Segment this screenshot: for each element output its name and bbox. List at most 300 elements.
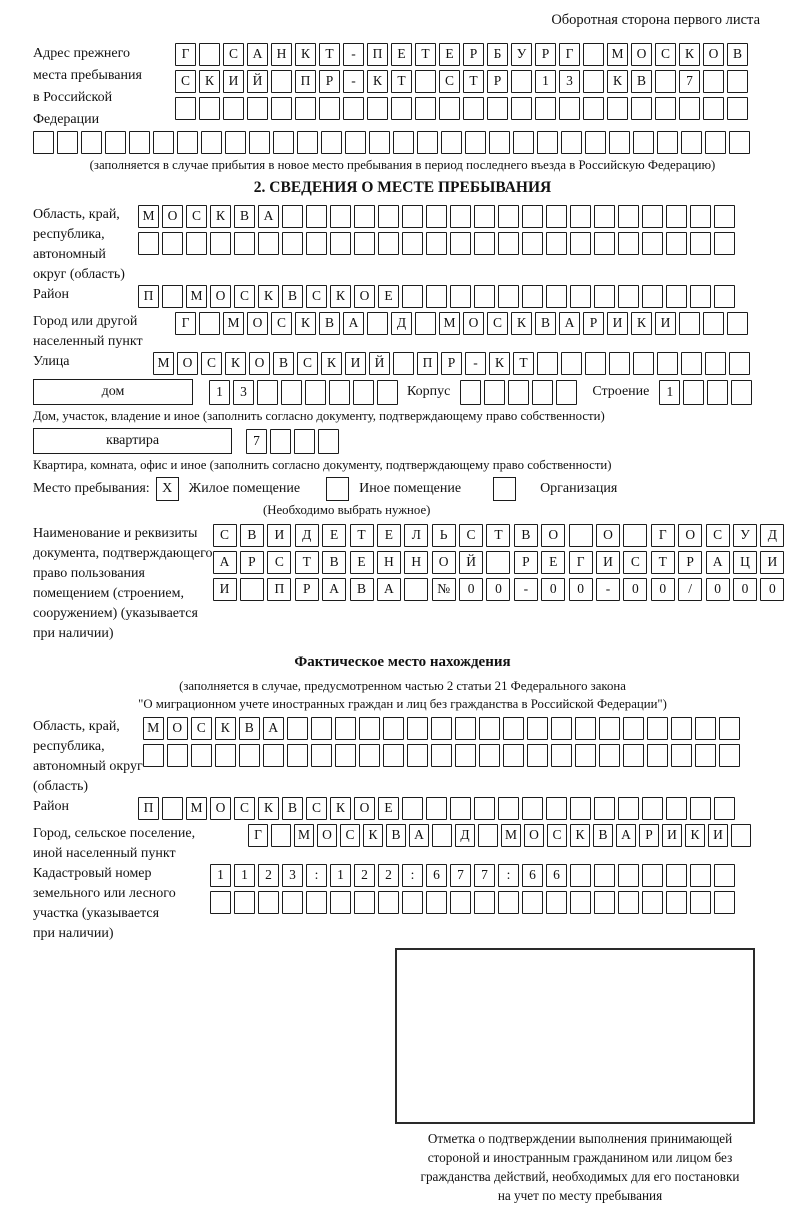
char-cell[interactable]	[359, 744, 380, 767]
char-cell[interactable]: Т	[513, 352, 534, 375]
char-cell[interactable]: К	[321, 352, 342, 375]
char-cell[interactable]	[570, 232, 591, 255]
char-cell[interactable]	[306, 891, 327, 914]
char-cell[interactable]: Т	[319, 43, 340, 66]
char-cell[interactable]: К	[607, 70, 628, 93]
char-cell[interactable]	[81, 131, 102, 154]
char-cell[interactable]: О	[249, 352, 270, 375]
char-cell[interactable]: 1	[659, 380, 680, 405]
char-cell[interactable]: Р	[583, 312, 604, 335]
char-cell[interactable]	[138, 232, 159, 255]
char-cell[interactable]: В	[240, 524, 264, 547]
char-cell[interactable]: 0	[569, 578, 593, 601]
char-cell[interactable]: И	[760, 551, 784, 574]
char-cell[interactable]: 1	[234, 864, 255, 887]
char-cell[interactable]	[570, 205, 591, 228]
char-cell[interactable]	[569, 524, 593, 547]
char-cell[interactable]: О	[177, 352, 198, 375]
char-cell[interactable]: Р	[639, 824, 659, 847]
char-cell[interactable]: Р	[441, 352, 462, 375]
char-cell[interactable]	[599, 744, 620, 767]
char-cell[interactable]: В	[239, 717, 260, 740]
char-cell[interactable]	[556, 380, 577, 405]
char-cell[interactable]: В	[514, 524, 538, 547]
char-cell[interactable]	[703, 312, 724, 335]
char-cell[interactable]: С	[234, 285, 255, 308]
char-cell[interactable]: К	[489, 352, 510, 375]
char-cell[interactable]	[311, 744, 332, 767]
char-cell[interactable]	[666, 285, 687, 308]
char-cell[interactable]: М	[294, 824, 314, 847]
char-cell[interactable]: И	[267, 524, 291, 547]
char-cell[interactable]	[623, 524, 647, 547]
char-cell[interactable]	[594, 285, 615, 308]
char-cell[interactable]	[402, 232, 423, 255]
char-cell[interactable]	[705, 352, 726, 375]
char-cell[interactable]	[354, 232, 375, 255]
char-cell[interactable]: С	[267, 551, 291, 574]
char-cell[interactable]: О	[463, 312, 484, 335]
char-cell[interactable]: А	[559, 312, 580, 335]
char-cell[interactable]	[263, 744, 284, 767]
char-cell[interactable]	[666, 797, 687, 820]
char-cell[interactable]: 2	[354, 864, 375, 887]
char-cell[interactable]	[546, 891, 567, 914]
char-cell[interactable]: Д	[455, 824, 475, 847]
char-cell[interactable]: В	[282, 797, 303, 820]
char-cell[interactable]	[666, 232, 687, 255]
char-cell[interactable]	[460, 380, 481, 405]
char-cell[interactable]: В	[535, 312, 556, 335]
char-cell[interactable]	[474, 232, 495, 255]
char-cell[interactable]: К	[215, 717, 236, 740]
stay-type-checkbox-residential[interactable]: X	[156, 477, 179, 501]
char-cell[interactable]: С	[191, 717, 212, 740]
char-cell[interactable]: А	[616, 824, 636, 847]
char-cell[interactable]: Н	[404, 551, 428, 574]
char-cell[interactable]	[714, 891, 735, 914]
char-cell[interactable]	[282, 891, 303, 914]
char-cell[interactable]: 0	[651, 578, 675, 601]
char-cell[interactable]	[305, 380, 326, 405]
char-cell[interactable]: 7	[474, 864, 495, 887]
char-cell[interactable]: А	[247, 43, 268, 66]
char-cell[interactable]	[527, 717, 548, 740]
char-cell[interactable]: 1	[210, 864, 231, 887]
char-cell[interactable]	[594, 205, 615, 228]
char-cell[interactable]: М	[501, 824, 521, 847]
char-cell[interactable]	[455, 717, 476, 740]
char-cell[interactable]: О	[678, 524, 702, 547]
char-cell[interactable]: Р	[535, 43, 556, 66]
char-cell[interactable]	[546, 232, 567, 255]
char-cell[interactable]	[657, 131, 678, 154]
char-cell[interactable]	[594, 232, 615, 255]
char-cell[interactable]: С	[175, 70, 196, 93]
char-cell[interactable]: Т	[463, 70, 484, 93]
char-cell[interactable]: А	[322, 578, 346, 601]
char-cell[interactable]	[57, 131, 78, 154]
char-cell[interactable]: С	[297, 352, 318, 375]
char-cell[interactable]: Т	[486, 524, 510, 547]
char-cell[interactable]	[450, 205, 471, 228]
char-cell[interactable]	[391, 97, 412, 120]
char-cell[interactable]	[210, 891, 231, 914]
char-cell[interactable]: В	[319, 312, 340, 335]
char-cell[interactable]	[522, 205, 543, 228]
char-cell[interactable]	[281, 380, 302, 405]
char-cell[interactable]	[450, 285, 471, 308]
char-cell[interactable]	[583, 70, 604, 93]
char-cell[interactable]: М	[186, 285, 207, 308]
char-cell[interactable]: Т	[350, 524, 374, 547]
char-cell[interactable]	[551, 717, 572, 740]
char-cell[interactable]: Е	[377, 524, 401, 547]
char-cell[interactable]: У	[733, 524, 757, 547]
char-cell[interactable]: С	[234, 797, 255, 820]
char-cell[interactable]	[474, 891, 495, 914]
char-cell[interactable]: А	[409, 824, 429, 847]
char-cell[interactable]: 0	[459, 578, 483, 601]
char-cell[interactable]: Р	[678, 551, 702, 574]
char-cell[interactable]: С	[213, 524, 237, 547]
char-cell[interactable]	[474, 205, 495, 228]
char-cell[interactable]	[486, 551, 510, 574]
char-cell[interactable]	[225, 131, 246, 154]
char-cell[interactable]: П	[138, 285, 159, 308]
char-cell[interactable]	[583, 43, 604, 66]
char-cell[interactable]	[432, 824, 452, 847]
char-cell[interactable]	[623, 717, 644, 740]
char-cell[interactable]	[439, 97, 460, 120]
char-cell[interactable]: Г	[175, 43, 196, 66]
char-cell[interactable]	[378, 232, 399, 255]
char-cell[interactable]: О	[703, 43, 724, 66]
char-cell[interactable]: С	[706, 524, 730, 547]
char-cell[interactable]	[258, 232, 279, 255]
char-cell[interactable]	[679, 312, 700, 335]
char-cell[interactable]	[345, 131, 366, 154]
char-cell[interactable]	[353, 380, 374, 405]
char-cell[interactable]: В	[273, 352, 294, 375]
char-cell[interactable]: 0	[733, 578, 757, 601]
char-cell[interactable]	[201, 131, 222, 154]
char-cell[interactable]	[633, 131, 654, 154]
char-cell[interactable]	[695, 744, 716, 767]
char-cell[interactable]	[415, 97, 436, 120]
char-cell[interactable]	[383, 717, 404, 740]
char-cell[interactable]: 3	[282, 864, 303, 887]
char-cell[interactable]	[594, 797, 615, 820]
char-cell[interactable]: Р	[514, 551, 538, 574]
char-cell[interactable]	[633, 352, 654, 375]
char-cell[interactable]: В	[234, 205, 255, 228]
char-cell[interactable]: П	[295, 70, 316, 93]
char-cell[interactable]	[551, 744, 572, 767]
char-cell[interactable]: 6	[426, 864, 447, 887]
char-cell[interactable]	[199, 312, 220, 335]
char-cell[interactable]: Т	[391, 70, 412, 93]
char-cell[interactable]	[105, 131, 126, 154]
char-cell[interactable]: 2	[378, 864, 399, 887]
char-cell[interactable]: О	[317, 824, 337, 847]
char-cell[interactable]: К	[258, 285, 279, 308]
char-cell[interactable]: С	[487, 312, 508, 335]
char-cell[interactable]	[655, 70, 676, 93]
char-cell[interactable]	[489, 131, 510, 154]
char-cell[interactable]: №	[432, 578, 456, 601]
char-cell[interactable]	[319, 97, 340, 120]
char-cell[interactable]	[679, 97, 700, 120]
char-cell[interactable]: П	[138, 797, 159, 820]
char-cell[interactable]	[330, 232, 351, 255]
char-cell[interactable]	[335, 744, 356, 767]
char-cell[interactable]	[450, 891, 471, 914]
char-cell[interactable]	[191, 744, 212, 767]
char-cell[interactable]: -	[596, 578, 620, 601]
char-cell[interactable]	[570, 797, 591, 820]
char-cell[interactable]: Е	[541, 551, 565, 574]
char-cell[interactable]	[378, 891, 399, 914]
char-cell[interactable]	[607, 97, 628, 120]
char-cell[interactable]	[287, 744, 308, 767]
char-cell[interactable]: О	[167, 717, 188, 740]
char-cell[interactable]: Н	[377, 551, 401, 574]
char-cell[interactable]: И	[655, 312, 676, 335]
char-cell[interactable]	[367, 97, 388, 120]
char-cell[interactable]	[498, 285, 519, 308]
char-cell[interactable]: К	[631, 312, 652, 335]
char-cell[interactable]	[690, 797, 711, 820]
char-cell[interactable]	[546, 285, 567, 308]
char-cell[interactable]	[426, 232, 447, 255]
char-cell[interactable]	[690, 232, 711, 255]
char-cell[interactable]	[503, 717, 524, 740]
char-cell[interactable]	[282, 205, 303, 228]
char-cell[interactable]	[270, 429, 291, 454]
char-cell[interactable]: 0	[486, 578, 510, 601]
char-cell[interactable]	[162, 797, 183, 820]
char-cell[interactable]: И	[213, 578, 237, 601]
char-cell[interactable]	[690, 205, 711, 228]
char-cell[interactable]	[513, 131, 534, 154]
char-cell[interactable]	[318, 429, 339, 454]
char-cell[interactable]	[354, 205, 375, 228]
char-cell[interactable]	[623, 744, 644, 767]
char-cell[interactable]: С	[459, 524, 483, 547]
char-cell[interactable]: /	[678, 578, 702, 601]
char-cell[interactable]: С	[340, 824, 360, 847]
char-cell[interactable]: 6	[546, 864, 567, 887]
char-cell[interactable]: Д	[295, 524, 319, 547]
char-cell[interactable]	[727, 97, 748, 120]
char-cell[interactable]	[223, 97, 244, 120]
char-cell[interactable]: Й	[369, 352, 390, 375]
char-cell[interactable]	[402, 797, 423, 820]
char-cell[interactable]	[690, 285, 711, 308]
char-cell[interactable]: Г	[175, 312, 196, 335]
char-cell[interactable]: О	[432, 551, 456, 574]
char-cell[interactable]: П	[367, 43, 388, 66]
char-cell[interactable]	[415, 70, 436, 93]
char-cell[interactable]: И	[596, 551, 620, 574]
char-cell[interactable]	[535, 97, 556, 120]
char-cell[interactable]: 7	[679, 70, 700, 93]
char-cell[interactable]	[618, 232, 639, 255]
char-cell[interactable]	[215, 744, 236, 767]
char-cell[interactable]: Й	[459, 551, 483, 574]
char-cell[interactable]: -	[514, 578, 538, 601]
char-cell[interactable]	[647, 717, 668, 740]
char-cell[interactable]: К	[330, 285, 351, 308]
char-cell[interactable]	[498, 797, 519, 820]
char-cell[interactable]	[478, 824, 498, 847]
char-cell[interactable]: О	[354, 285, 375, 308]
char-cell[interactable]: И	[708, 824, 728, 847]
char-cell[interactable]	[729, 131, 750, 154]
char-cell[interactable]: В	[631, 70, 652, 93]
stay-type-checkbox-other[interactable]	[326, 477, 349, 501]
char-cell[interactable]	[703, 70, 724, 93]
char-cell[interactable]: 0	[541, 578, 565, 601]
char-cell[interactable]	[367, 312, 388, 335]
char-cell[interactable]: И	[607, 312, 628, 335]
char-cell[interactable]: К	[511, 312, 532, 335]
char-cell[interactable]	[671, 717, 692, 740]
char-cell[interactable]: И	[345, 352, 366, 375]
char-cell[interactable]: А	[213, 551, 237, 574]
char-cell[interactable]: :	[402, 864, 423, 887]
char-cell[interactable]	[642, 797, 663, 820]
char-cell[interactable]: В	[593, 824, 613, 847]
char-cell[interactable]: С	[306, 285, 327, 308]
char-cell[interactable]	[583, 97, 604, 120]
char-cell[interactable]	[503, 744, 524, 767]
char-cell[interactable]: О	[541, 524, 565, 547]
char-cell[interactable]: Е	[378, 797, 399, 820]
char-cell[interactable]: 1	[330, 864, 351, 887]
char-cell[interactable]	[642, 864, 663, 887]
char-cell[interactable]: Е	[378, 285, 399, 308]
char-cell[interactable]	[657, 352, 678, 375]
char-cell[interactable]: 1	[535, 70, 556, 93]
char-cell[interactable]: М	[138, 205, 159, 228]
char-cell[interactable]: Р	[240, 551, 264, 574]
char-cell[interactable]	[402, 285, 423, 308]
char-cell[interactable]	[532, 380, 553, 405]
char-cell[interactable]	[329, 380, 350, 405]
char-cell[interactable]: К	[363, 824, 383, 847]
char-cell[interactable]	[162, 285, 183, 308]
char-cell[interactable]	[330, 205, 351, 228]
char-cell[interactable]	[287, 717, 308, 740]
char-cell[interactable]	[407, 717, 428, 740]
char-cell[interactable]	[33, 131, 54, 154]
char-cell[interactable]	[199, 97, 220, 120]
char-cell[interactable]	[681, 131, 702, 154]
char-cell[interactable]: К	[295, 312, 316, 335]
char-cell[interactable]: Г	[569, 551, 593, 574]
char-cell[interactable]	[153, 131, 174, 154]
char-cell[interactable]	[463, 97, 484, 120]
char-cell[interactable]	[707, 380, 728, 405]
char-cell[interactable]	[714, 864, 735, 887]
char-cell[interactable]	[271, 824, 291, 847]
char-cell[interactable]: С	[655, 43, 676, 66]
char-cell[interactable]	[703, 97, 724, 120]
char-cell[interactable]: 2	[258, 864, 279, 887]
char-cell[interactable]	[378, 205, 399, 228]
stay-type-checkbox-organization[interactable]	[493, 477, 516, 501]
char-cell[interactable]	[666, 891, 687, 914]
char-cell[interactable]: К	[570, 824, 590, 847]
char-cell[interactable]: М	[186, 797, 207, 820]
char-cell[interactable]: :	[498, 864, 519, 887]
char-cell[interactable]	[719, 717, 740, 740]
char-cell[interactable]	[537, 352, 558, 375]
char-cell[interactable]	[199, 43, 220, 66]
char-cell[interactable]	[594, 891, 615, 914]
char-cell[interactable]: А	[377, 578, 401, 601]
char-cell[interactable]: 7	[450, 864, 471, 887]
char-cell[interactable]	[247, 97, 268, 120]
char-cell[interactable]: Д	[391, 312, 412, 335]
char-cell[interactable]	[690, 864, 711, 887]
char-cell[interactable]	[455, 744, 476, 767]
char-cell[interactable]	[681, 352, 702, 375]
char-cell[interactable]	[402, 205, 423, 228]
char-cell[interactable]: К	[330, 797, 351, 820]
char-cell[interactable]	[498, 232, 519, 255]
char-cell[interactable]	[683, 380, 704, 405]
char-cell[interactable]	[594, 864, 615, 887]
char-cell[interactable]	[719, 744, 740, 767]
char-cell[interactable]	[240, 578, 264, 601]
char-cell[interactable]: С	[547, 824, 567, 847]
char-cell[interactable]	[258, 891, 279, 914]
char-cell[interactable]: К	[225, 352, 246, 375]
char-cell[interactable]	[631, 97, 652, 120]
char-cell[interactable]: А	[263, 717, 284, 740]
char-cell[interactable]	[335, 717, 356, 740]
char-cell[interactable]	[393, 131, 414, 154]
char-cell[interactable]	[297, 131, 318, 154]
char-cell[interactable]	[343, 97, 364, 120]
char-cell[interactable]: О	[596, 524, 620, 547]
char-cell[interactable]	[417, 131, 438, 154]
char-cell[interactable]: А	[706, 551, 730, 574]
char-cell[interactable]	[522, 797, 543, 820]
char-cell[interactable]	[570, 864, 591, 887]
char-cell[interactable]: С	[439, 70, 460, 93]
char-cell[interactable]	[129, 131, 150, 154]
char-cell[interactable]	[441, 131, 462, 154]
char-cell[interactable]	[487, 97, 508, 120]
char-cell[interactable]: 6	[522, 864, 543, 887]
char-cell[interactable]	[234, 232, 255, 255]
char-cell[interactable]	[474, 797, 495, 820]
char-cell[interactable]: К	[258, 797, 279, 820]
char-cell[interactable]	[484, 380, 505, 405]
char-cell[interactable]: А	[258, 205, 279, 228]
char-cell[interactable]	[369, 131, 390, 154]
char-cell[interactable]	[511, 97, 532, 120]
char-cell[interactable]	[642, 891, 663, 914]
char-cell[interactable]	[570, 891, 591, 914]
char-cell[interactable]: О	[631, 43, 652, 66]
char-cell[interactable]	[498, 205, 519, 228]
char-cell[interactable]: И	[662, 824, 682, 847]
